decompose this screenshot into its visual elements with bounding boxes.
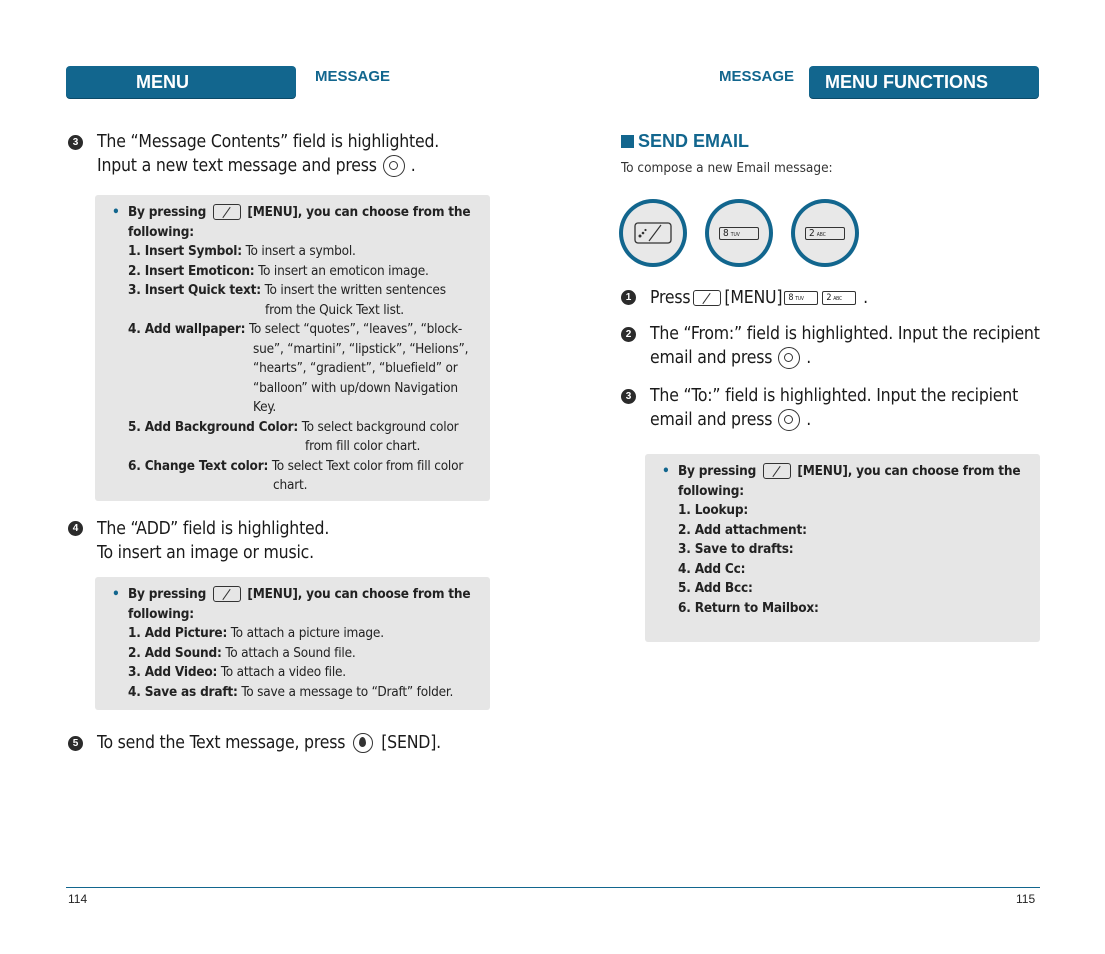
page-number-right: 115 <box>1016 892 1036 906</box>
intro-text: To compose a new Email message: <box>621 160 833 176</box>
send-email-heading <box>621 131 749 152</box>
menu-key-circle <box>619 199 687 267</box>
list-item <box>128 242 483 262</box>
list-item <box>128 262 483 282</box>
menu-options-box-1 <box>95 195 490 501</box>
section-label-right: MESSAGE <box>719 68 795 85</box>
list-item <box>128 624 483 644</box>
item-label: 4. Save as draft: <box>128 683 238 700</box>
list-item <box>128 281 483 320</box>
menu-options-box-right <box>645 454 1040 642</box>
step-4-line1: The “ADD” field is highlighted. <box>97 519 330 539</box>
key-2-letters: ABC <box>816 232 826 238</box>
item-label: 2. Insert Emoticon: <box>128 262 255 279</box>
step-4-text <box>97 517 497 565</box>
item-desc-cont: “balloon” with up/down Navigation <box>253 379 458 396</box>
item-desc: To attach a Sound file. <box>225 644 356 661</box>
item-label: 6. Change Text color: <box>128 457 269 474</box>
box1-lead-a: By pressing <box>128 204 207 220</box>
step-5-text <box>97 731 517 755</box>
item-label: 3. Add Video: <box>128 664 218 680</box>
box1-lead-c: following: <box>128 223 194 240</box>
menu-key-icon <box>213 204 241 220</box>
item-desc: To insert an emoticon image. <box>258 262 429 279</box>
bullet-icon: • <box>112 204 120 220</box>
item-label: 2. Add attachment: <box>678 521 807 538</box>
heading-square-icon <box>621 135 634 148</box>
step-5-text-b: [SEND]. <box>381 733 441 753</box>
step-3-right-line1: The “To:” field is highlighted. Input the recipient <box>650 386 1019 406</box>
step-number-3-right: 3 <box>621 389 636 404</box>
item-desc: To select “quotes”, “leaves”, “block- <box>248 321 463 337</box>
step-number-5: 5 <box>68 736 83 751</box>
ok-key-icon <box>778 347 800 369</box>
key-8-letters: TUV <box>795 296 804 302</box>
box-right-lead <box>662 462 1033 501</box>
key-8-icon <box>719 227 759 240</box>
item-label: 3. Save to drafts: <box>678 541 794 557</box>
bullet-icon: • <box>112 586 120 602</box>
key-2-digit: 2 <box>809 228 815 239</box>
item-desc: To insert a symbol. <box>245 243 356 259</box>
step-3-line2: Input a new text message and press . <box>97 156 416 176</box>
key-8-letters: TUV <box>730 232 740 238</box>
section-label-left: MESSAGE <box>315 68 391 85</box>
item-label: 2. Add Sound: <box>128 644 222 661</box>
step-3-right-line2-text: email and press <box>650 410 773 430</box>
list-item <box>678 579 1033 599</box>
step-number-1: 1 <box>621 290 636 305</box>
list-item <box>678 540 1033 560</box>
step-2-text <box>650 322 1045 370</box>
item-desc: To select Text color from fill color <box>271 457 464 474</box>
item-desc: To select background color <box>301 418 459 435</box>
item-desc: To attach a picture image. <box>230 625 384 641</box>
key-2-circle <box>791 199 859 267</box>
step-3-line2-text: Input a new text message and press <box>97 156 377 176</box>
item-label: 4. Add wallpaper: <box>128 321 246 337</box>
step-number-2: 2 <box>621 327 636 342</box>
page-number-left: 114 <box>68 892 88 906</box>
step-2-line1: The “From:” field is highlighted. Input the recipient <box>650 324 1040 344</box>
key-8-icon <box>784 291 818 305</box>
bullet-icon: • <box>662 463 670 479</box>
box2-lead-c: following: <box>128 605 194 622</box>
item-desc: To insert the written sentences <box>264 282 446 298</box>
step-3-line1: The “Message Contents” field is highlighted. <box>97 132 440 152</box>
box2-lead-b: [MENU], you can choose from the <box>247 586 471 602</box>
list-item <box>128 457 483 496</box>
step-4-line2: To insert an image or music. <box>97 543 314 563</box>
step-2-line2-text: email and press <box>650 348 773 368</box>
step-3-right-text <box>650 384 1045 432</box>
step-1-text-b: [MENU] <box>724 288 783 308</box>
item-label: 5. Add Background Color: <box>128 418 299 435</box>
item-desc-cont: from the Quick Text list. <box>265 301 404 318</box>
menu-key-icon <box>213 586 241 602</box>
box-right-lead-a: By pressing <box>678 463 757 479</box>
list-item <box>128 418 483 457</box>
item-desc: To attach a video file. <box>220 664 346 680</box>
key-2-icon <box>805 227 845 240</box>
item-desc-cont: chart. <box>273 477 308 493</box>
item-label: 1. Insert Symbol: <box>128 243 242 259</box>
send-key-icon <box>353 733 373 753</box>
list-item <box>128 320 483 418</box>
item-label: 3. Insert Quick text: <box>128 282 261 298</box>
list-item <box>128 644 483 664</box>
item-desc: To save a message to “Draft” folder. <box>241 683 454 700</box>
list-item <box>678 501 1033 521</box>
step-1-text-a: Press <box>650 288 691 308</box>
item-desc-cont: sue”, “martini”, “lipstick”, “Helions”, <box>253 340 469 357</box>
step-2-line2: email and press . <box>650 348 812 368</box>
key-2-icon <box>822 291 856 305</box>
box1-lead <box>112 203 483 242</box>
menu-key-icon <box>763 463 791 479</box>
menu-functions-tab-right <box>809 66 1039 98</box>
list-item <box>128 663 483 683</box>
item-label: 4. Add Cc: <box>678 560 746 577</box>
item-desc-cont: from fill color chart. <box>305 438 421 454</box>
list-item <box>678 560 1033 580</box>
footer-rule-left <box>66 887 554 888</box>
step-5-text-a: To send the Text message, press <box>97 733 346 753</box>
box1-lead-b: [MENU], you can choose from the <box>247 204 471 220</box>
key-8-digit: 8 <box>723 228 729 239</box>
item-label: 5. Add Bcc: <box>678 580 753 596</box>
key-2-digit: 2 <box>826 293 832 303</box>
tab-label: MENU FUNCTIONS <box>825 72 988 92</box>
menu-key-icon <box>623 203 683 263</box>
item-desc-cont: “hearts”, “gradient”, “bluefield” or <box>253 360 458 376</box>
ok-key-icon <box>383 155 405 177</box>
step-number-3: 3 <box>68 135 83 150</box>
heading-text: SEND EMAIL <box>638 131 750 151</box>
menu-functions-tab-left <box>66 66 296 124</box>
menu-key-icon <box>693 290 721 306</box>
step-number-4: 4 <box>68 521 83 536</box>
box2-lead-a: By pressing <box>128 586 207 602</box>
item-label: 1. Lookup: <box>678 502 748 518</box>
list-item <box>128 683 483 703</box>
box2-lead <box>112 585 483 624</box>
ok-key-icon <box>778 409 800 431</box>
step-3-right-line2: email and press . <box>650 410 812 430</box>
key-2-letters: ABC <box>833 296 842 302</box>
step-3-text <box>97 130 497 178</box>
item-label: 6. Return to Mailbox: <box>678 599 819 616</box>
box-right-lead-c: following: <box>678 482 744 499</box>
step-1-text: Press [MENU] 8 TUV 2 ABC . <box>650 288 868 308</box>
list-item <box>678 599 1033 619</box>
menu-options-box-2 <box>95 577 490 710</box>
box-right-lead-b: [MENU], you can choose from the <box>797 463 1021 479</box>
item-label: 1. Add Picture: <box>128 625 228 641</box>
tab-label: MENU FUNCTIONS <box>136 72 241 124</box>
key-8-circle <box>705 199 773 267</box>
footer-rule-right <box>554 887 1040 888</box>
key-8-digit: 8 <box>788 293 794 303</box>
list-item <box>678 521 1033 541</box>
item-desc-cont: Key. <box>253 399 277 415</box>
